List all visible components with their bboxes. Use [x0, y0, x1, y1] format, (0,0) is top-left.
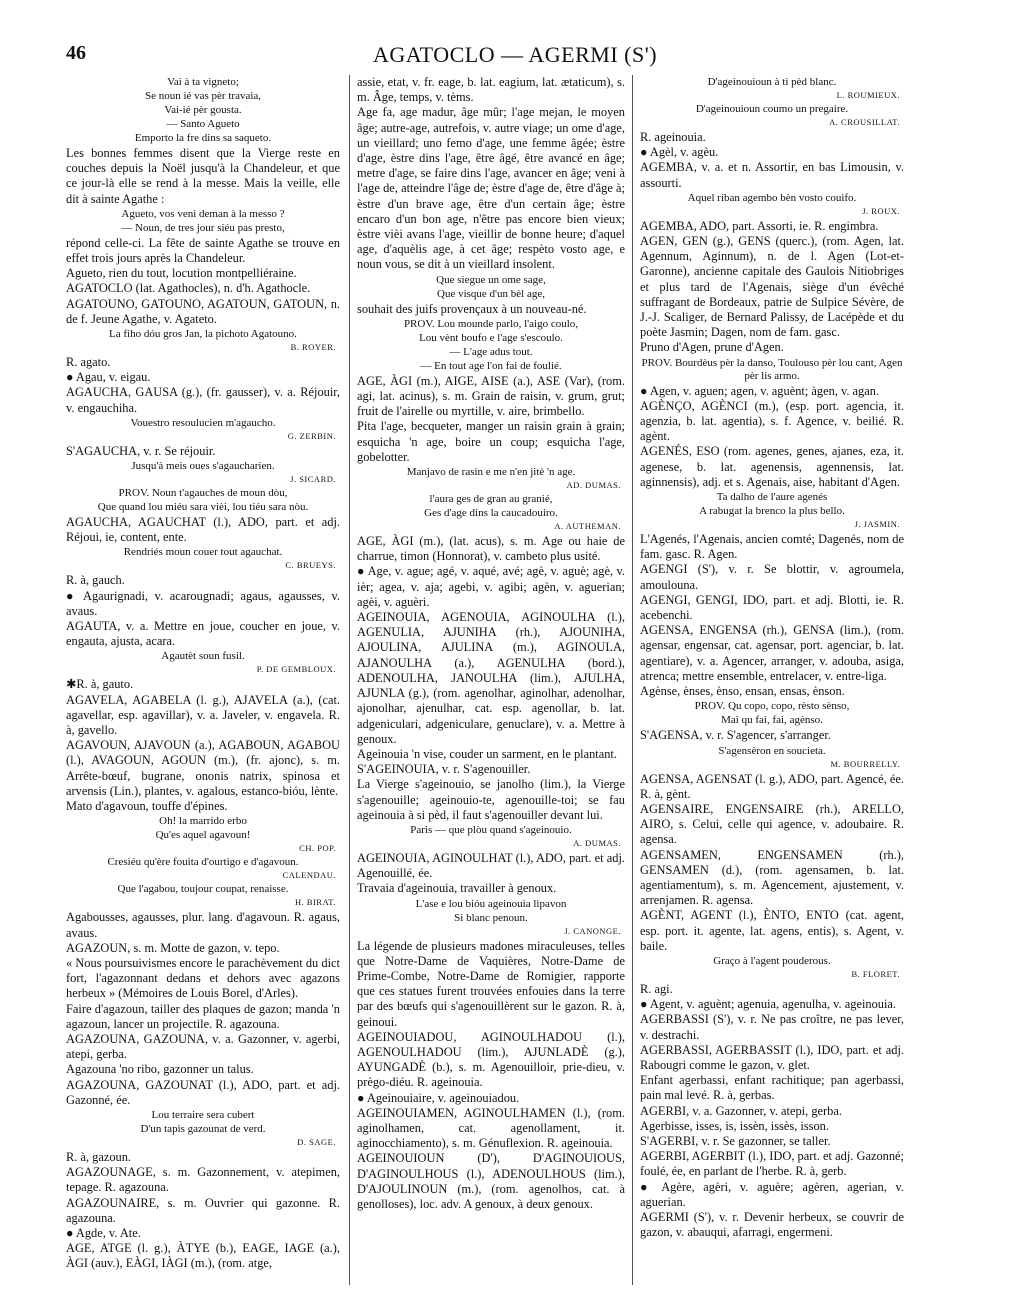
- quotation-line: L'ase e lou bióu ageinouia lipavon: [415, 897, 567, 910]
- quotation-author: A. CROUSILLAT.: [829, 117, 900, 127]
- quotation-line: Vouestro resoulucien m'agaucho.: [130, 416, 276, 429]
- entry-paragraph: Les bonnes femmes disent que la Vierge reste en couches depuis la Noël jusqu'à la Chandeleur, et que ce jour-là elle se rend à la messe. Mais la veille, elle dit à sainte Agathe :: [66, 146, 340, 206]
- quotation-line: Agautèt soun fusil.: [161, 650, 245, 663]
- quotation-line: Se noun ié vas pèr travaia,: [144, 90, 262, 102]
- entry-paragraph: AGAUTA, v. a. Mettre en joue, coucher en joue, v. engauta, ajusta, acara.: [66, 619, 340, 649]
- quotation-line: La fiho dóu gros Jan, la pichoto Agatouno.: [109, 328, 297, 341]
- column-divider: [349, 75, 350, 1285]
- entry-paragraph: R. ageinouia.: [640, 130, 706, 144]
- entry-paragraph: La légende de plusieurs madones miraculeuses, telles que Notre-Dame de Vaquières, Notre-Dame de Prime-Combe, Notre-Dame de Romigier, rapporte que ces statues furent trouvées enfouies dans la terre par des bœufs qui s'agenouillèrent sur le gazon. R. à, geinoui.: [357, 938, 625, 1029]
- quotation-line: Ta dalho de l'aure agenés: [716, 491, 828, 504]
- quotation-line: Que l'agabou, toujour coupat, renaisse.: [117, 883, 289, 896]
- entry-paragraph: AGE, ATGE (l. g.), ÀTYE (b.), EAGE, IAGE (a.), ÀGI (auv.), EÀGI, IÀGI (m.), (rom. atge,: [66, 1241, 340, 1271]
- quotation-line: PROV. Lou mounde parlo, l'aigo coulo,: [403, 317, 579, 330]
- entry-paragraph: Age fa, age madur, âge mûr; l'age mejan, le moyen âge; autre-age, autrefois, v. autre viage; un ome d'age, un vieillard; uno femo d'age, une femme âgée; èstre d'age, èstre dins l'age, être âgé, être avancé en âge; metre d'age, se faire dins l'age, avancer en âge; veni à l'age de, atteindre l'âge de; èstre d'age de, être d'âge à; èstre d'un brave age, être d'un certain âge; èstre encaro d'un bon age, n'être pas encore bien vieux; èstre vièi avans l'age, vieillir de bonne heure; d'aquel age, d'aquèlis age, à cet âge; respèto vosto age, e noun vous, se dit à un vieillard insolent.: [357, 105, 625, 272]
- quotation-line: Paris — que plòu quand s'ageinouio.: [410, 823, 572, 836]
- quotation-line: Aquel riban agembo bèn vosto couifo.: [687, 191, 857, 204]
- page-number: 46: [66, 42, 86, 64]
- entry-paragraph: AGEINOUIOUN (D'), D'AGINOUIOUS, D'AGINOULHOUS (l.), ADENOULHOUS (lim.), D'AJOULINOUN (m.), (rom. agenolhos, cat. à genolloses), loc. adv. A genoux, à deux genoux.: [357, 1151, 625, 1211]
- quotation-line: Que siegue un ome sage,: [436, 273, 546, 286]
- entry-paragraph: ✱R. à, gauto.: [66, 677, 134, 692]
- entry-paragraph: ● Agaurignadi, v. acarougnadi; agaus, agausses, v. avaus.: [66, 588, 340, 618]
- entry-paragraph: ● Agde, v. Ate.: [66, 1225, 141, 1240]
- entry-paragraph: AGERBASSI, AGERBASSIT (l.), IDO, part. et adj. Rabougri comme le gazon, v. glet.: [640, 1042, 904, 1072]
- quotation-author: P. DE GEMBLOUX.: [256, 664, 336, 675]
- entry-paragraph: AGAVOUN, AJAVOUN (a.), AGABOUN, AGABOU (l.), AVAGOUN, AGOUN (m.), (fr. ajonc), s. m. Arrête-bœuf, bugrane, ononis natrix, spinosa et arvensis (Lin.), plantes, v. agalous, estanco-bióu, lènte.: [66, 738, 340, 798]
- entry-paragraph: AGAZOUNA, GAZOUNAT (l.), ADO, part. et adj. Gazonné, ée.: [66, 1077, 340, 1107]
- entry-paragraph: S'AGEINOUIA, v. r. S'agenouiller.: [357, 762, 531, 777]
- entry-paragraph: ● Age, v. ague; agé, v. aqué, avé; agè, v. aguè; agè, v. ièr; agea, v. aja; agebi, v. agibi; agèn, v. aguerian; agèi, v. aguèri.: [357, 564, 625, 609]
- quotation-line: Ges d'age dins la caucadouiro.: [424, 507, 558, 520]
- entry-paragraph: ● Agère, agèri, v. aguère; agèren, agerian, v. aguerian.: [640, 1179, 904, 1209]
- entry-paragraph: R. agi.: [640, 981, 673, 996]
- entry-paragraph: ● Agent, v. aguènt; agenuia, agenulha, v. ageinouia.: [640, 997, 897, 1012]
- quotation-line: PROV. Qu copo, copo, rèsto sènso,: [694, 700, 850, 713]
- quotation-line: — L'age adus tout.: [449, 345, 533, 358]
- entry-paragraph: L'Agenés, l'Agenais, ancien comté; Dagenés, nom de fam. gasc. R. Agen.: [640, 532, 904, 562]
- entry-paragraph: Pruno d'Agen, prune d'Agen.: [640, 340, 784, 355]
- entry-paragraph: AGEINOUIAMEN, AGINOULHAMEN (l.), (rom. aginolhamen, cat. agenollament, it. aginocchiamento), s. m. Génuflexion. R. ageinouia.: [357, 1105, 625, 1151]
- quotation-line: Manjavo de rasin e me n'en jitè 'n age.: [406, 466, 576, 479]
- quotation-line: — En tout age l'on fai de foulié.: [420, 359, 562, 372]
- entry-paragraph: ● Agen, v. aguen; agen, v. aguènt; àgen, v. agan.: [640, 383, 880, 398]
- quotation-author: CALENDAU.: [282, 870, 336, 881]
- quotation-author: G. ZERBIN.: [287, 430, 336, 441]
- entry-paragraph: « Nous poursuivismes encore le parachèvement du dict fort, l'agazonnant dedans et dehors avec agazons herbeux » (Mémoires de Louis Borel, d'Arles).: [66, 955, 340, 1001]
- quotation-author: B. FLORET.: [851, 968, 900, 979]
- quotation-line: Mai qu fai, fai, agènso.: [721, 714, 823, 727]
- entry-paragraph: assie, etat, v. fr. eage, b. lat. eagium, lat. ætaticum), s. m. Âge, temps, v. tèms.: [357, 75, 625, 105]
- quotation-line: Oh! la marrido erbo: [159, 815, 247, 828]
- quotation-author: J. CANONGE.: [564, 925, 621, 936]
- entry-paragraph: AGAZOUN, s. m. Motte de gazon, v. tepo.: [66, 940, 280, 955]
- entry-paragraph: AGE, ÀGI (m.), (lat. acus), s. m. Age ou haie de charrue, timon (Honnorat), v. cambeto plus usité.: [357, 534, 625, 564]
- entry-paragraph: AGENSAIRE, ENGENSAIRE (rh.), ARELLO, AIRO, s. Celui, celle qui agence, v. adoubaire. R. agensa.: [640, 801, 904, 847]
- quotation-line: Agueto, vos veni deman à la messo ?: [121, 207, 285, 220]
- entry-paragraph: Agazouna 'no ribo, gazonner un talus.: [66, 1062, 254, 1077]
- entry-paragraph: ● Agèl, v. agèu.: [640, 145, 719, 160]
- entry-paragraph: AGERBI, v. a. Gazonner, v. atepi, gerba.: [640, 1103, 842, 1118]
- entry-paragraph: AGEINOUIA, AGINOULHAT (l.), ADO, part. et adj. Agenouillé, ée.: [357, 850, 625, 881]
- quotation-author: AD. DUMAS.: [566, 480, 621, 491]
- entry-paragraph: AGENÉS, ESO (rom. agenes, genes, ajanes, eza, it. agenese, b. lat. agenensis, agennensis, lat. aginnensis), adj. et s. Agenais, aise, habitant d'Agen.: [640, 444, 904, 489]
- entry-paragraph: AGENGI (S'), v. r. Se blottir, v. agroumela, amoulouna.: [640, 562, 904, 592]
- quotation-line: A rabugat la brenco la plus bello.: [699, 505, 845, 518]
- entry-paragraph: AGEN, GEN (g.), GENS (querc.), (rom. Agen, lat. Agennum, Aginnum), n. de l. Agen (Lot-et-Garonne), ancienne capitale des Gaulois Nitiobriges et plus tard de l'Agenais, siège d'un évêché suffragant de Bordeaux, patrie de Sulpice Sévère, de J.-J. Scaliger, de Bernard Palissy, de Lacépède et du poète Jasmin; Dagen, nom de fam. gasc.: [640, 234, 904, 340]
- entry-paragraph: AGERMI (S'), v. r. Devenir herbeux, se couvrir de gazon, v. abauqui, afarragi, engermeni.: [640, 1209, 904, 1240]
- quotation-line: Vai à ta vigneto;: [167, 76, 239, 88]
- entry-paragraph: AGÈNT, AGENT (l.), ÈNTO, ENTO (cat. agent, esp. port. it. agente, lat. agens, entis), s. Agent, v. baile.: [640, 908, 904, 953]
- running-title: AGATOCLO — AGERMI (S'): [372, 42, 658, 67]
- entry-paragraph: AGERBI, AGERBIT (l.), IDO, part. et adj. Gazonné; foulé, ée, en parlant de l'herbe. R. à, gerb.: [640, 1149, 904, 1179]
- entry-paragraph: AGENSA, ENGENSA (rh.), GENSA (lim.), (rom. agensar, engensar, cat. agensar, port. agenciar, b. lat. agentiare), v. a. Agencer, arranger, v. adouba, asiga, atrenca; mettre ensemble, entrelacer, v. entre-liga.: [640, 623, 904, 683]
- entry-paragraph: Enfant agerbassi, enfant rachitique; pan agerbassi, pain mal levé. R. à, gerbas.: [640, 1073, 904, 1103]
- entry-paragraph: AGEMBA, v. a. et n. Assortir, en bas Limousin, v. assourti.: [640, 160, 904, 190]
- entry-paragraph: Ageinouia 'n vise, couder un sarment, en le plantant.: [357, 746, 617, 761]
- quotation-author: D. SAGE.: [297, 1136, 336, 1147]
- entry-paragraph: AGEINOUIADOU, AGINOULHADOU (l.), AGENOULHADOU (lim.), AJUNLADÈ (g.), AYUNGADÈ (b.), s. m. Agenouilloir, prie-dieu, v. prègo-diéu. R. ageinouia.: [357, 1029, 625, 1090]
- quotation-author: C. BRUEYS.: [285, 560, 336, 571]
- column-3: [640, 75, 904, 1290]
- quotation-line: S'agensèron en soucieta.: [718, 744, 826, 757]
- entry-paragraph: AGAZOUNA, GAZOUNA, v. a. Gazonner, v. agerbi, atepi, gerba.: [66, 1031, 340, 1062]
- entry-paragraph: AGAUCHA, AGAUCHAT (l.), ADO, part. et adj. Réjoui, ie, content, ente.: [66, 515, 340, 545]
- entry-paragraph: AGATOCLO (lat. Agathocles), n. d'h. Agathocle.: [66, 281, 311, 296]
- column-divider: [632, 75, 633, 1285]
- entry-paragraph: R. agato.: [66, 355, 111, 370]
- entry-paragraph: AGAZOUNAGE, s. m. Gazonnement, v. atepimen, tepage. R. agazouna.: [66, 1165, 340, 1195]
- quotation-line: D'un tapis gazounat de verd.: [140, 1122, 266, 1135]
- entry-paragraph: S'AGAUCHA, v. r. Se réjouir.: [66, 443, 216, 458]
- entry-paragraph: répond celle-ci. La fête de sainte Agathe se trouve en effet trois jours après la Chandeleur.: [66, 235, 340, 266]
- entry-paragraph: AGENSAMEN, ENGENSAMEN (rh.), GENSAMEN (d.), (rom. agensamen, b. lat. agentiamentum), s. m. Agencement, ajustement, v. arrenjamen. R. agensa.: [640, 847, 904, 908]
- quotation-author: L. ROUMIEUX.: [836, 90, 900, 100]
- entry-paragraph: AGAVELA, AGABELA (l. g.), AJAVELA (a.), (cat. agavellar, esp. agavillar), v. a. Javeler, v. engavela. R. à, gavello.: [66, 692, 340, 738]
- quotation-author: A. DUMAS.: [573, 837, 621, 848]
- entry-paragraph: AGATOUNO, GATOUNO, AGATOUN, GATOUN, n. de f. Jeune Agathe, v. Agateto.: [66, 296, 340, 326]
- entry-paragraph: AGEINOUIA, AGENOUIA, AGINOULHA (l.), AGENULIA, AJUNIHA (rh.), AJOUNIHA, AJOULINA, AJULINA (m.), AGINOULA, AJANOULHA (a.), AGENULHA (bord.), ADENOULHA, JANOULHA (lim.), AJULHA, AJUNLA (g.), (rom. agenolhar, aginolhar, adenolhar, ajonolhar, ajenulhar, cat. esp. agenollar, b. lat. adgeniculari, adgeniculare, genuclare), v. a. Mettre à genoux.: [357, 610, 625, 746]
- quotation-line: — Noun, de tres jour siéu pas presto,: [121, 221, 285, 234]
- quotation-line: l'aura ges de gran au granié,: [429, 493, 553, 506]
- entry-paragraph: souhait des juifs provençaux à un nouveau-né.: [357, 301, 587, 316]
- quotation-line: Que visque d'un bèl age,: [437, 287, 545, 300]
- entry-paragraph: S'AGERBI, v. r. Se gazonner, se taller.: [640, 1133, 831, 1148]
- entry-paragraph: AGAZOUNAIRE, s. m. Ouvrier qui gazonne. R. agazouna.: [66, 1195, 340, 1225]
- entry-paragraph: La Vierge s'ageinouio, se janolho (lim.), la Vierge s'agenouille; ageinouio-te, agenouille-toi; se fau ageinouia à si pèd, il faut s'agenouiller devant lui.: [357, 777, 625, 822]
- entry-paragraph: AGERBASSI (S'), v. r. Ne pas croître, ne pas lever, v. destrachi.: [640, 1012, 904, 1042]
- quotation-line: Vai-ié pèr gousta.: [164, 104, 242, 116]
- entry-paragraph: S'AGENSA, v. r. S'agencer, s'arranger.: [640, 728, 831, 743]
- quotation-line: D'ageinouioun à ti pèd blanc.: [707, 76, 837, 88]
- entry-paragraph: AGEMBA, ADO, part. Assorti, ie. R. engimbra.: [640, 218, 879, 233]
- quotation-author: J. JASMIN.: [854, 519, 900, 530]
- quotation-author: B. ROYER.: [290, 342, 336, 353]
- quotation-line: Emporto la fre dins sa saqueto.: [134, 132, 272, 144]
- quotation-author: H. BIRAT.: [295, 897, 336, 908]
- quotation-line: Lou terraire sera cubert: [151, 1108, 255, 1121]
- page-header: [66, 42, 964, 68]
- entry-paragraph: Pita l'age, becqueter, manger un raisin grain à grain; esquicha 'n age, boire un coup; esquicha l'age, gobelotter.: [357, 419, 625, 464]
- column-1: [66, 75, 340, 1290]
- quotation-line: Jusqu'à meis oues s'agaucharien.: [131, 460, 275, 473]
- entry-paragraph: Travaia d'ageinouia, travailler à genoux.: [357, 881, 557, 896]
- quotation-line: D'ageinouioun coumo un pregaire.: [695, 103, 849, 115]
- entry-paragraph: Agueto, rien du tout, locution montpelliéraine.: [66, 266, 297, 281]
- entry-paragraph: Agabousses, agausses, plur. lang. d'agavoun. R. agaus, avaus.: [66, 910, 340, 940]
- entry-paragraph: Faire d'agazoun, tailler des plaques de gazon; manda 'n agazoun, lancer un projectile. R. agazouna.: [66, 1001, 340, 1031]
- quotation-line: Si blanc penoun.: [454, 911, 528, 924]
- quotation-line: Graço à l'agent pouderous.: [713, 954, 831, 967]
- quotation-author: CH. POP.: [299, 843, 336, 854]
- entry-paragraph: AGENGI, GENGI, IDO, part. et adj. Blotti, ie. R. acebenchi.: [640, 592, 904, 623]
- entry-paragraph: Mato d'agavoun, touffe d'épines.: [66, 799, 228, 814]
- quotation-line: Lou vènt boufo e l'age s'escoulo.: [419, 331, 563, 344]
- entry-paragraph: ● Ageinouiaire, v. ageinouiadou.: [357, 1090, 520, 1105]
- quotation-author: J. ROUX.: [862, 205, 900, 216]
- quotation-line: PROV. Bourdèus pèr la danso, Toulouso pèr lou cant, Agen pèr lis armo.: [641, 356, 903, 382]
- quotation-line: — Santo Agueto: [166, 118, 240, 130]
- entry-paragraph: Agènse, ènses, ènso, ensan, ensas, ènson.: [640, 684, 845, 699]
- entry-paragraph: AGAUCHA, GAUSA (g.), (fr. gausser), v. a. Réjouir, v. engauchiha.: [66, 385, 340, 415]
- quotation-line: Qu'es aquel agavoun!: [155, 829, 251, 842]
- quotation-line: Cresiéu qu'ère fouita d'ourtigo e d'agavoun.: [107, 856, 299, 869]
- entry-paragraph: Agerbisse, isses, is, issèn, issès, isson.: [640, 1118, 829, 1133]
- quotation-line: Que quand lou miéu sara vièi, lou tiéu sara nòu.: [97, 501, 309, 514]
- quotation-line: Rendriés moun couer tout agauchat.: [123, 546, 283, 559]
- quotation-author: J. SICARD.: [290, 474, 336, 485]
- entry-paragraph: R. à, gauch.: [66, 573, 125, 588]
- quotation-author: M. BOURRELLY.: [830, 758, 900, 769]
- entry-paragraph: AGÈNÇO, AGÈNCI (m.), (esp. port. agencia, it. agenzia, b. lat. agentia), s. f. Agence, v. beilié. R. agènt.: [640, 398, 904, 444]
- entry-paragraph: AGENSA, AGENSAT (l. g.), ADO, part. Agencé, ée. R. à, gènt.: [640, 771, 904, 801]
- entry-paragraph: R. à, gazoun.: [66, 1149, 132, 1164]
- quotation-line: PROV. Noun t'agauches de moun dòu,: [118, 487, 288, 500]
- entry-paragraph: ● Agau, v. eigau.: [66, 370, 151, 385]
- quotation-author: A. AUTHEMAN.: [554, 521, 621, 532]
- entry-paragraph: AGE, ÀGI (m.), AIGE, AISE (a.), ASE (Var), (rom. agi, lat. acinus), s. m. Grain de raisin, v. grum, grut; fruit de l'airelle ou myrtille, v. aire, brimbello.: [357, 373, 625, 419]
- column-2: [357, 75, 625, 1290]
